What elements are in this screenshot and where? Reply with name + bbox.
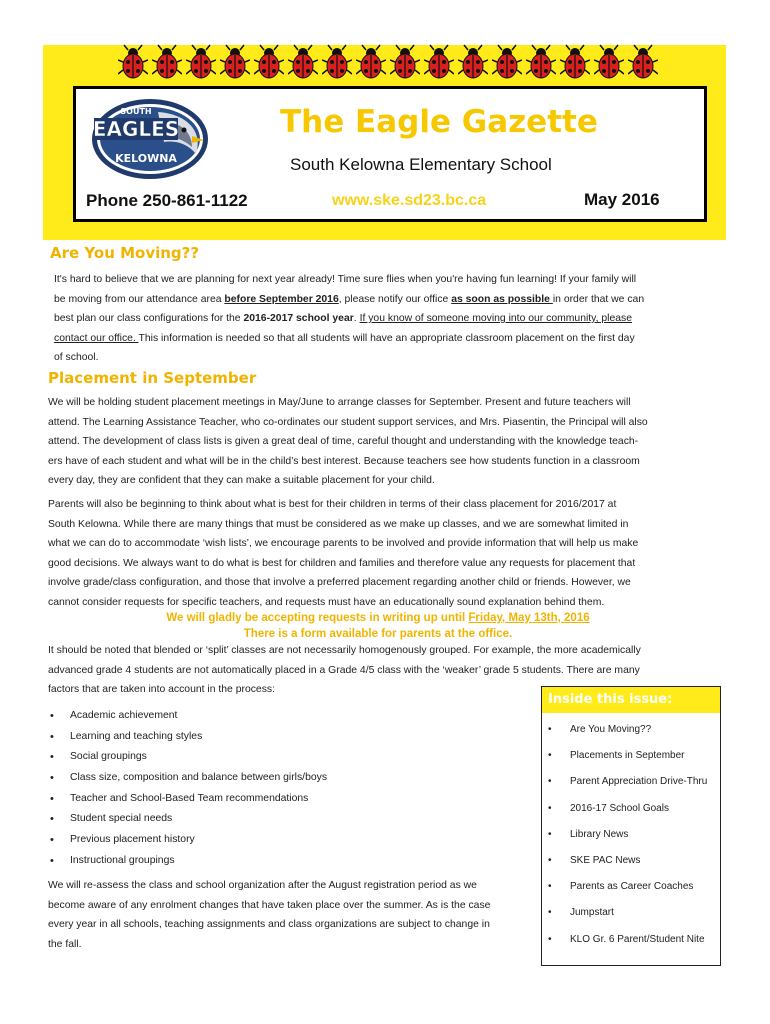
moving-text: . [353, 313, 360, 324]
moving-text: This information is needed so that all students will have an appropriate classroom placement on the first day [138, 332, 635, 344]
text-line: cannot consider requests for specific teachers, and requests must have an educationally sound explanation behind them. [48, 596, 605, 608]
placement-paragraph-4 [48, 876, 490, 954]
text-line: factors that are taken into account in the process: [48, 684, 275, 695]
newsletter-title: The Eagle Gazette [280, 104, 598, 140]
text-line: what we can do to accommodate ‘wish lists’, we encourage parents to be involved and provide information that will help us make [48, 538, 639, 549]
list-item: • Learning and teaching styles [48, 727, 327, 748]
inside-item: • SKE PAC News [542, 852, 720, 878]
placement-heading: Placement in September [48, 369, 257, 387]
moving-line-2 [54, 290, 644, 310]
list-item: • Teacher and School-Based Team recommendations [48, 789, 327, 810]
inside-item: • Placements in September [542, 747, 720, 773]
moving-asap: as soon as possible [451, 293, 553, 305]
moving-heading: Are You Moving?? [50, 244, 200, 262]
svg-text:KELOWNA: KELOWNA [115, 152, 177, 165]
ladybug-icon [492, 44, 522, 82]
placement-paragraph-1 [48, 393, 648, 491]
list-item: • Instructional groupings [48, 851, 327, 872]
moving-text: be moving from our attendance area [54, 293, 225, 305]
placement-paragraph-2 [48, 495, 638, 612]
inside-title: Inside this issue: [548, 692, 673, 707]
ladybug-icon [356, 44, 386, 82]
website-link[interactable]: www.ske.sd23.bc.ca [332, 192, 487, 209]
moving-line-4 [54, 329, 644, 349]
inside-this-issue-box [541, 686, 721, 966]
note-text: We will gladly be accepting requests in writing up until [166, 612, 469, 624]
text-line: every day, they are confident that they can make a suitable placement for your child. [48, 475, 435, 486]
moving-line-3 [54, 309, 644, 329]
ladybug-icon [594, 44, 624, 82]
moving-line-1: It's hard to believe that we are planning for next year already! Time sure flies when you're having fun learning! If your family will [54, 274, 637, 285]
issue-date: May 2016 [584, 190, 660, 209]
svg-text:SOUTH: SOUTH [120, 107, 152, 116]
text-line: We will re-assess the class and school organization after the August registration period as we [48, 880, 477, 891]
moving-text: , please notify our office [338, 293, 452, 305]
phone-number: Phone 250-861-1122 [86, 191, 248, 210]
moving-text: in order that we can [552, 293, 645, 305]
text-line: Parents will also be beginning to think about what is best for their children in terms of their class placement for 2016/2017 at [48, 499, 617, 510]
moving-school-year: 2016-2017 school year [243, 313, 354, 324]
list-item: • Previous placement history [48, 830, 327, 851]
ladybug-icon [390, 44, 420, 82]
placement-factors-list [48, 706, 327, 872]
text-line: the fall. [48, 938, 82, 950]
moving-paragraph [54, 270, 644, 368]
inside-item: • Are You Moving?? [542, 721, 720, 747]
request-deadline-note [48, 610, 708, 626]
inside-item: • Jumpstart [542, 904, 720, 930]
text-line: We will be holding student placement meetings in May/June to arrange classes for September. Present and future teachers will [48, 397, 631, 408]
svg-text:EAGLES: EAGLES [92, 117, 180, 141]
text-line: attend. The Learning Assistance Teacher, who co-ordinates our student support services, and Mrs. Piasentin, the Principal will also [48, 416, 648, 428]
list-item: • Class size, composition and balance between girls/boys [48, 768, 327, 789]
ladybug-icon [628, 44, 658, 82]
ladybug-icon [152, 44, 182, 82]
moving-deadline: before September 2016 [224, 293, 339, 305]
eagles-logo [88, 92, 213, 182]
moving-referral: If you know of someone moving into our community, please [359, 313, 632, 324]
inside-item: • Parents as Career Coaches [542, 878, 720, 904]
text-line: good decisions. We always want to do what is best for children and families and therefore value any requests for placement that [48, 557, 636, 569]
ladybug-icon [254, 44, 284, 82]
text-line: attend. The development of class lists is given a great deal of time, careful thought and understanding with the knowledge teach- [48, 436, 639, 447]
text-line: become aware of any enrolment changes that have taken place over the summer. As is the case [48, 899, 491, 911]
list-item: • Student special needs [48, 809, 327, 830]
inside-item: • 2016-17 School Goals [542, 800, 720, 826]
ladybug-border [118, 44, 678, 84]
ladybug-icon [526, 44, 556, 82]
list-item: • Social groupings [48, 747, 327, 768]
moving-contact: contact our office. [54, 332, 139, 344]
text-line: It should be noted that blended or ‘split’ classes are not necessarily homogenously grouped. For example, the more academically [48, 645, 641, 656]
ladybug-icon [458, 44, 488, 82]
text-line: South Kelowna. While there are many things that must be considered as we make up classes, and we are somewhat limited in [48, 518, 629, 530]
form-available-note: There is a form available for parents at the office. [243, 628, 513, 640]
note-deadline: Friday, May 13th, 2016 [468, 612, 590, 624]
ladybug-icon [118, 44, 148, 82]
inside-header [542, 687, 720, 713]
text-line: involve grade/class configuration, and those that involve a preferred placement regarding another child or friends. However, we [48, 577, 631, 588]
inside-list [542, 721, 720, 957]
inside-item: • Parent Appreciation Drive-Thru [542, 773, 720, 799]
moving-text: best plan our class configurations for the [54, 313, 244, 324]
text-line: advanced grade 4 students are not automatically placed in a Grade 4/5 class with the ‘weaker’ grade 5 students. There are many [48, 664, 640, 676]
ladybug-icon [322, 44, 352, 82]
list-item: • Academic achievement [48, 706, 327, 727]
ladybug-icon [220, 44, 250, 82]
school-name: South Kelowna Elementary School [290, 155, 552, 174]
text-line: ers have of each student and what will be in the child’s best interest. Because teachers see how students function in a classroom [48, 455, 640, 467]
ladybug-icon [560, 44, 590, 82]
inside-item: • KLO Gr. 6 Parent/Student Nite [542, 931, 720, 957]
moving-line-5: of school. [54, 352, 99, 363]
inside-item: • Library News [542, 826, 720, 852]
ladybug-icon [288, 44, 318, 82]
text-line: every year in all schools, teaching assignments and class organizations are subject to change in [48, 919, 490, 930]
ladybug-icon [424, 44, 454, 82]
ladybug-icon [186, 44, 216, 82]
